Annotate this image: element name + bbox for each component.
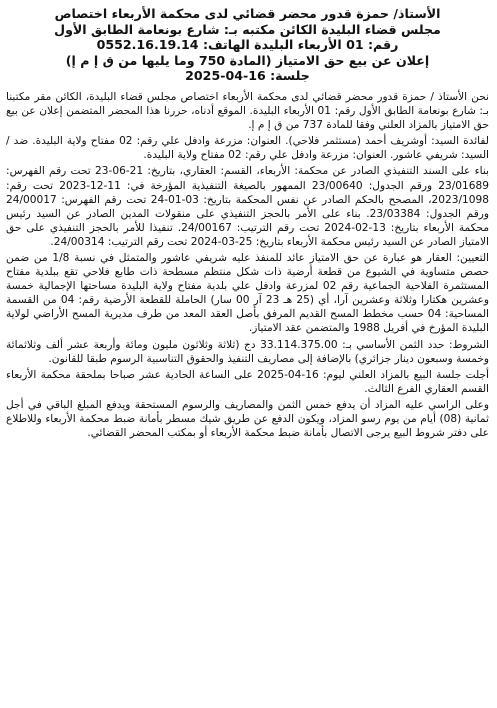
- property-description-paragraph: التعيين: العقار هو عبارة عن حق الامتياز عائد للمنفذ عليه شريفي عاشور والمتمثل في نسبة 1/8 من ضمن حصص متساوية في الشيوع من قطعة أرضية ذات شكل منتظم مسطحة ذات طابع فلاحي تقع ببلدية مفتاح المستثمرة الفلاحية الجماعية رقم 02 لمزرعة وادفل علي بلدية مفتاح ولاية البليدة مساحتها الإجمالية خمسة وعشرين هكتارا وثلاثة وعشرين آرا، أي (25 هـ 23 آر 00 سار) الحاملة للقطعة الأرضية رقم: 04 من القسمة المساحية: 04 حسب مخطط المسح القديم المرفق بأصل العقد المعد من طرف مديرية المسح الأراضي لولاية البليدة المؤرخ في أفريل 1988 والمتضمن عقد الامتياز.: [6, 252, 489, 335]
- legal-basis-paragraph: بناء على السند التنفيذي الصادر عن محكمة: الأربعاء، القسم: العقاري، بتاريخ: 21-06-23 تحت رقم الفهرس: 23/01689 ورقم الجدول: 23/00640 الممهور بالصيغة التنفيذية المؤرخة في: 11-12-2023 تحت رقم: 2023/1098، المصحح بالحكم الصادر عن نفس المحكمة بتاريخ: 03-01-24 تحت رقم الفهرس: 24/00017 ورقم الجدول: 23/03384. بناء على الأمر بالحجز التنفيذي على منقولات المدين الصادر عن السيد رئيس محكمة الأربعاء بتاريخ: 13-02-2024 تحت رقم الترتيب: 24/00167. تنفيذا للأمر بالحجز التنفيذي على حق الامتياز الصادر عن السيد رئيس محكمة الأربعاء بتاريخ: 25-03-2024 تحت رقم الترتيب: 24/00314.: [6, 165, 489, 248]
- session-date: جلسة: 16-04-2025: [185, 68, 310, 84]
- bailiff-line: الأستاذ/ حمزة قدور محضر قضائي لدى محكمة الأربعاء اختصاص: [54, 6, 441, 21]
- payment-terms-paragraph: وعلى الراسي عليه المزاد أن يدفع خمس الثمن والمصاريف والرسوم المستحقة ويدفع المبلغ الباقي في أجل ثمانية (08) أيام من يوم رسو المزاد، ويكون الدفع عن طريق شيك مسطر بأمانة ضبط محكمة الأربعاء وللاطلاع على دفتر شروط البيع يرجى الاتصال بأمانة ضبط محكمة الأربعاء أو بمكتب المحضر القضائي.: [6, 398, 489, 440]
- auction-date-paragraph: أجلت جلسة البيع بالمزاد العلني ليوم: 16-04-2025 على الساعة الحادية عشر صباحا بملحقة محكمة الأربعاء القسم العقاري الفرع الثالث.: [6, 368, 489, 395]
- conditions-paragraph: الشروط: حدد الثمن الأساسي بـ: 33.114.375.00 دج (ثلاثة وثلاثون مليون ومائة وأربعة عشر ألف وثلاثمائة وخمسة وسبعون دينار جزائري) بالإضافة إلى مصاريف التنفيذ والحقوق التناسبية الرسوم طبقا للقانون.: [6, 338, 489, 365]
- parties-paragraph: لفائدة السيد: أوشريف أحمد (مستثمر فلاحي). العنوان: مزرعة وادفل علي رقم: 02 مفتاح ولاية البليدة. ضد / السيد: شريفي عاشور. العنوان: مزرعة وادفل علي رقم: 02 مفتاح ولاية البليدة.: [6, 135, 489, 162]
- notice-body: [6, 90, 489, 440]
- intro-paragraph: نحن الأستاذ / حمزة قدور محضر قضائي لدى محكمة الأربعاء اختصاص مجلس قضاء البليدة، الكائن مقر مكتبنا بـ: شارع بونعامة الطابق الأول رقم: 01 الأربعاء البليدة. الموقع أدناه، حررنا هذا المحضر المتضمن إعلان عن بيع حق الامتياز بالمزاد العلني وفقا للمادة 737 من ق إ م إ.: [6, 90, 489, 132]
- notice-header: [6, 6, 489, 84]
- notice-title: إعلان عن بيع حق الامتياز (المادة 750 وما يليها من ق إ م إ): [65, 52, 430, 68]
- phone-line: رقم: 01 الأربعاء البليدة الهاتف: 0552.16.19.14: [96, 37, 399, 53]
- office-address-line: مجلس قضاء البليدة الكائن مكتبه بـ: شارع بونعامة الطابق الأول: [54, 21, 441, 37]
